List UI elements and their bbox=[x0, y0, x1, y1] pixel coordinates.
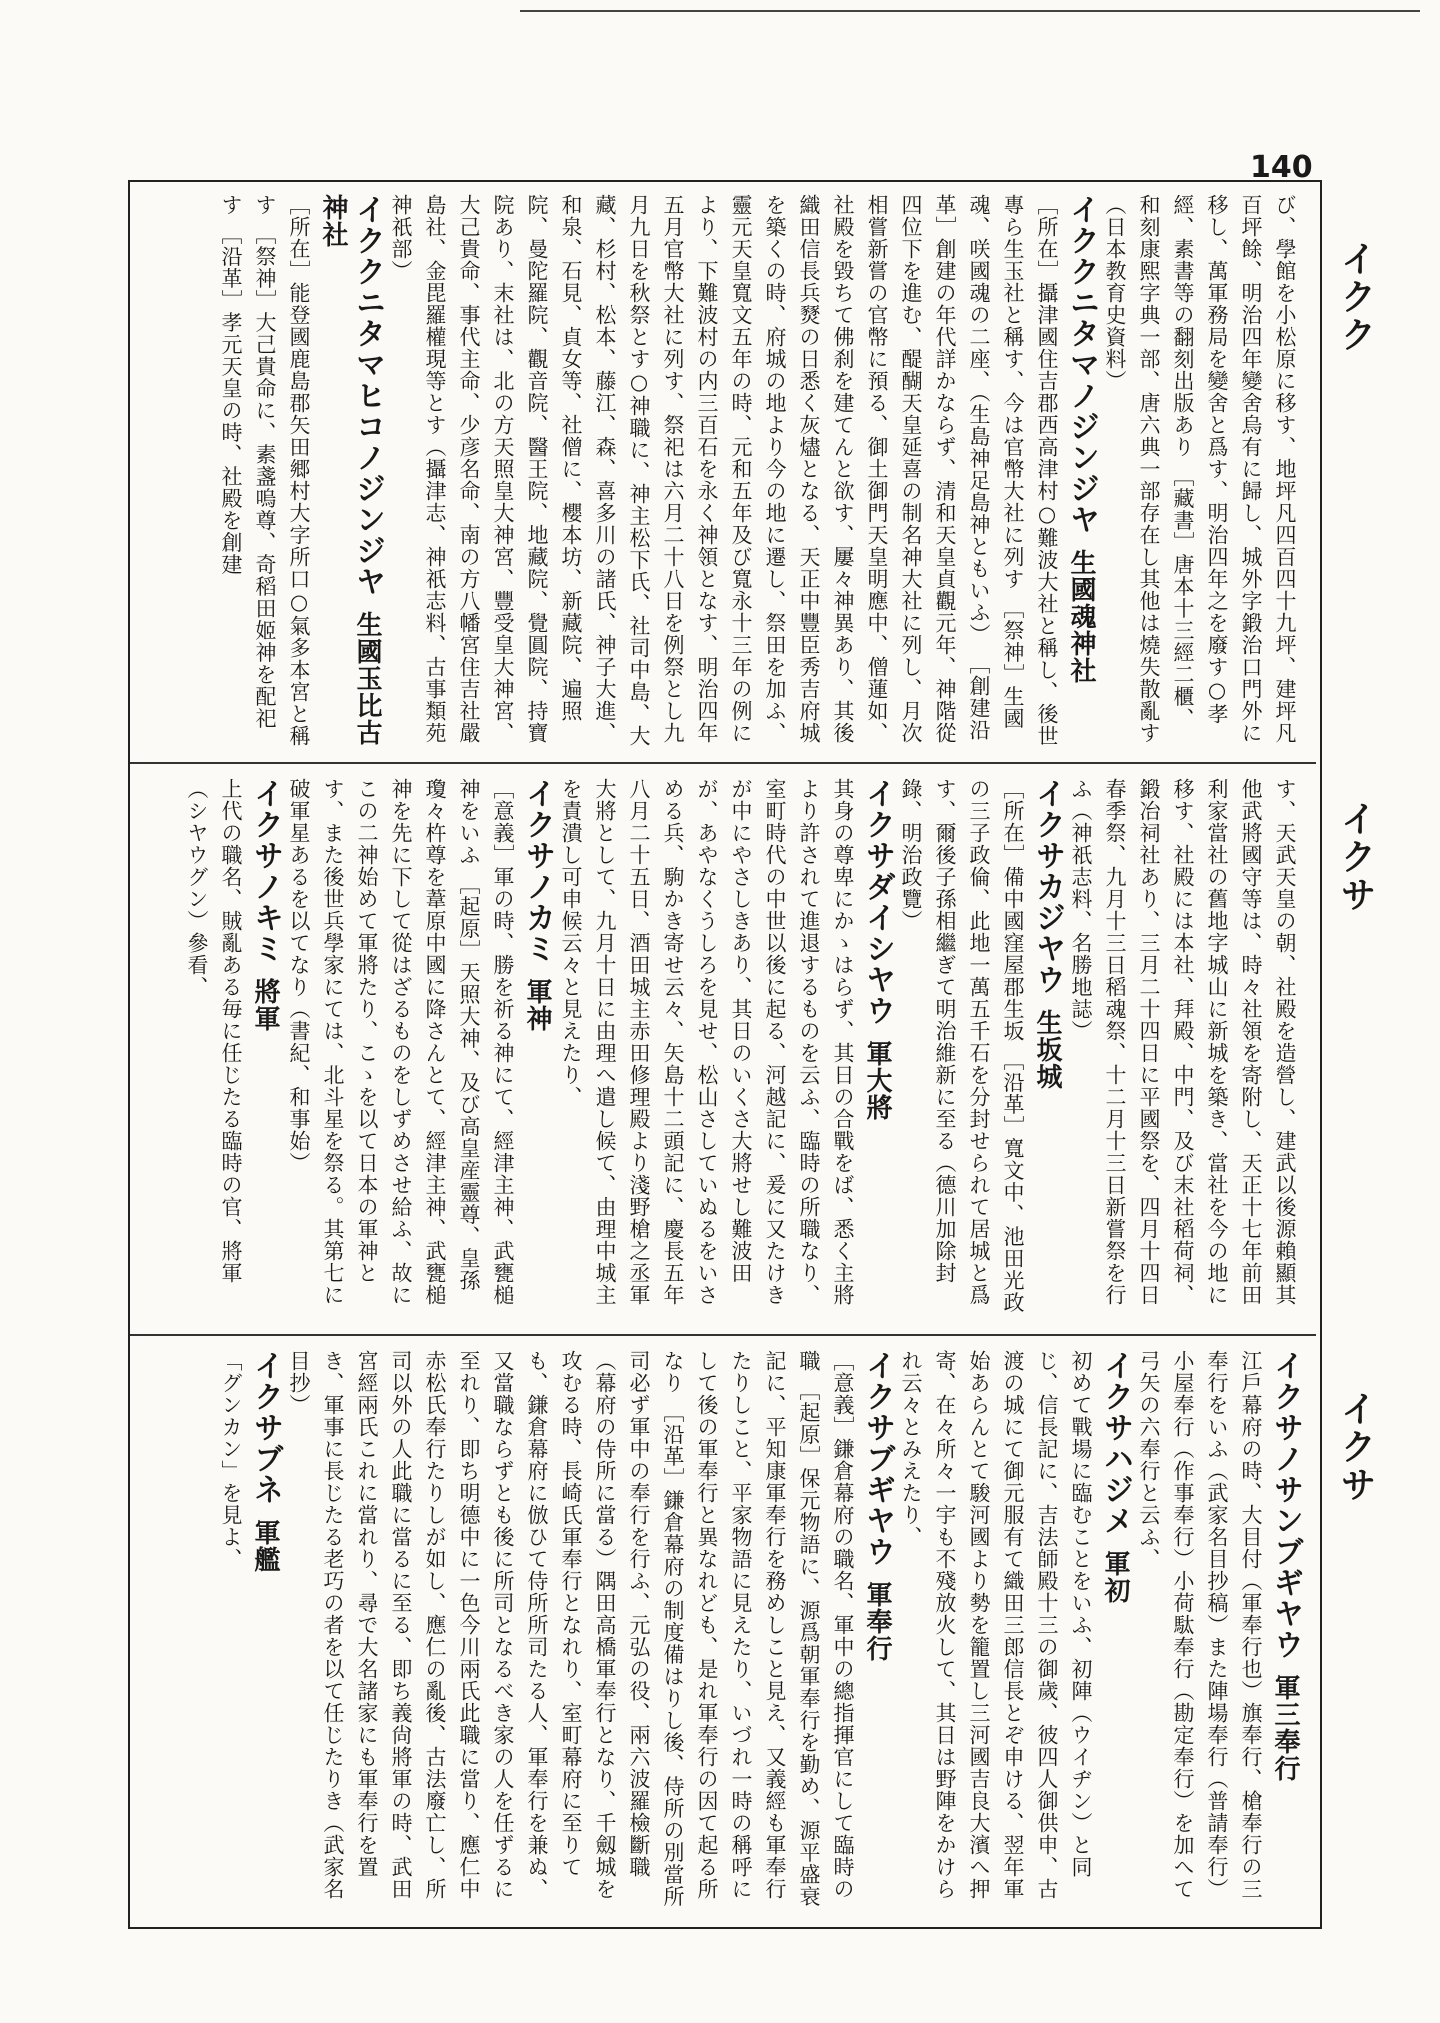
entry bbox=[1268, 1350, 1302, 1911]
entry bbox=[1064, 194, 1098, 750]
tier-1-column bbox=[130, 182, 1316, 762]
tier-1 bbox=[130, 182, 1316, 762]
entry bbox=[316, 194, 384, 750]
entry-kanji: 生國魂神社 bbox=[1066, 549, 1096, 684]
entry-heading: イクサノサンブギヤウ bbox=[1268, 1350, 1303, 1660]
entry-text: ［所在］備中國窪屋郡生坂 ［沿革］寬文中、池田光政の三子政倫、此地一萬五千石を分封せられて居城と爲す、爾後子孫相繼ぎて明治維新に至る（德川加除封錄、明治政覽） bbox=[899, 778, 1025, 1314]
entry-heading: イクサノカミ bbox=[520, 778, 555, 964]
entry bbox=[860, 778, 894, 1322]
tier-divider-1 bbox=[130, 762, 1316, 764]
entry-text: び、學館を小松原に移す、地坪凡四百四十九坪、建坪凡百坪餘、明治四年變舍烏有に歸し、城外字鍛治口門外に移し、萬軍務局を變舍と爲す、明治四年之を廢す○孝經、素書等の翻刻出版あり ［藏書］唐本十三經二櫃、和刻康熙字典一部、唐六典一部存在し其他は燒失散亂す（日本教育史資料） bbox=[1103, 194, 1297, 744]
entry-text: ［所在］能登國鹿島郡矢田郷村大字所口○氣多本宮と稱す ［祭神］大己貴命に、素盞嗚尊、奇稻田姬神を配祀す ［沿革］孝元天皇の時、社殿を創建 bbox=[219, 194, 311, 747]
entry-heading: イクサカジヤウ bbox=[1030, 778, 1065, 995]
entry bbox=[520, 778, 554, 1322]
entry-heading: イクサブギヤウ bbox=[860, 1350, 895, 1567]
tier-3-column bbox=[130, 1338, 1316, 1923]
entry-kanji: 生坂城 bbox=[1032, 1009, 1062, 1090]
tier-3 bbox=[130, 1338, 1316, 1923]
entry bbox=[860, 1350, 894, 1911]
tier-2-column bbox=[130, 766, 1316, 1334]
entry-heading: イククニタマヒコノジンジヤ bbox=[350, 194, 385, 597]
entry-text: 上代の職名、賊亂ある毎に任じたる臨時の官、將軍（シヤウグン）參看、 bbox=[185, 778, 243, 1284]
entry bbox=[1098, 1350, 1132, 1911]
entry-kanji: 將軍 bbox=[250, 978, 280, 1032]
entry-text: ［意義］軍の時、勝を祈る神にて、經津主神、武甕槌神をいふ ［起原］天照大神、及び高皇産靈尊、皇孫瓊々杵尊を葦原中國に降さんとて、經津主神、武甕槌神を先に下して從はざるものをしずめさせ給ふ、故にこの二神始めて軍將たり、こゝを以て日本の軍神とす、また後世兵學家にては、北斗星を祭る。其第七に破軍星あるを以てなり（書紀、和事始） bbox=[287, 778, 515, 1306]
entry bbox=[248, 778, 282, 1322]
entry-heading: イクサハジメ bbox=[1098, 1350, 1133, 1536]
top-rule bbox=[520, 10, 1420, 12]
entry-kanji: 軍艦 bbox=[250, 1519, 280, 1573]
entry-heading: イククニタマノジンジヤ bbox=[1064, 194, 1099, 535]
entry-text: す、天武天皇の朝、社殿を造營し、建武以後源賴顯其他武將國守等は、時々社領を寄附し、天正十七年前田利家當社の舊地字城山に新城を築き、當社を今の地に移す、社殿には本社、拜殿、中門、及び末社稻荷祠、鍛冶祠社あり、三月二十四日に平國祭を、四月十四日春季祭、九月十三日稻魂祭、十二月十三日新嘗祭を行ふ（神祇志料、名勝地誌） bbox=[1069, 778, 1297, 1306]
entry-text: 初めて戰場に臨むことをいふ、初陣（ウイヂン）と同じ、信長記に、吉法師殿十三の御歲、彼四人御供申、古渡の城にて御元服有て織田三郎信長とぞ申ける、翌年軍始あらんとて駿河國より勢を籠置し三河國吉良大濱へ押寄、在々所々一宇も不殘放火して、其日は野陣をかけられ云々とみえたり、 bbox=[899, 1350, 1093, 1900]
index-tab-ikuku: イクク bbox=[1335, 240, 1376, 354]
tier-2 bbox=[130, 766, 1316, 1334]
page-number: 140 bbox=[1250, 150, 1313, 185]
entry-text: ［意義］鎌倉幕府の職名、軍中の總指揮官にして臨時の職 ［起原］保元物語に、源爲朝軍奉行を勤め、源平盛衰記に、平知康軍奉行を務めしこと見え、又義經も軍奉行たりしこと、平家物語に見えたり、いづれ一時の稱呼にして後の軍奉行と異なれども、是れ軍奉行の因て起る所なり ［沿革］鎌倉幕府の制度備はりし後、侍所の別當所司必ず軍中の奉行を行ふ、元弘の役、兩六波羅檢斷職（幕府の侍所に當る）隅田高橋軍奉行となり、千劔城を攻むる時、長崎氏軍奉行となれり、室町幕府に至りても、鎌倉幕府に倣ひて侍所所司たる人、軍奉行を兼ぬ、又當職ならずとも後に所司となるべき家の人を任ずるに至れり、即ち明德中に一色今川兩氏此職に當り、應仁中赤松氏奉行たりしが如し、應仁の亂後、古法廢亡し、所司以外の人此職に當るに至る、即ち義尙將軍の時、武田宮經兩氏これに當れり、尋で大名諸家にも軍奉行を置き、軍事に長じたる老巧の者を以て任じたりき（武家名目抄） bbox=[287, 1350, 855, 1908]
entry-kanji: 軍初 bbox=[1100, 1550, 1130, 1604]
entry-kanji: 軍神 bbox=[522, 978, 552, 1032]
entry-text: 其身の尊卑にかゝはらず、其日の合戰をば、悉く主將より許されて進退するものを云ふ、臨時の所職なり、室町時代の中世以後に起る、河越記に、爰に又たけきが中にやさしきあり、其日のいくさ大將せし難波田が、あやなくうしろを見せ、松山さしていぬるをいさめる兵、駒かき寄せ云々、矢島十二頭記に、慶長五年八月二十五日、酒田城主赤田修理殿より淺野槍之丞軍大將として、九月十日に由理へ遣し候て、由理中城主を責潰し可申候云々と見えたり、 bbox=[559, 778, 855, 1306]
entry-kanji: 軍三奉行 bbox=[1270, 1674, 1300, 1782]
index-tab-ikusa-2: イクサ bbox=[1335, 1390, 1376, 1504]
index-tab-ikusa-1: イクサ bbox=[1335, 800, 1376, 914]
entry-kanji: 軍奉行 bbox=[862, 1581, 892, 1662]
entry bbox=[1030, 778, 1064, 1322]
entry-heading: イクサダイシヤウ bbox=[860, 778, 895, 1026]
entry-kanji: 生國玉比古神社 bbox=[318, 194, 382, 746]
entry-text: 江戶幕府の時、大目付（軍奉行也）旗奉行、槍奉行の三奉行をいふ（武家名目抄稿）また陣場奉行（普請奉行）小屋奉行（作事奉行）小荷駄奉行（勘定奉行）を加へて弓矢の六奉行と云ふ、 bbox=[1137, 1350, 1263, 1900]
entry-heading: イクサノキミ bbox=[248, 778, 283, 964]
tier-divider-2 bbox=[130, 1334, 1316, 1336]
entry bbox=[248, 1350, 282, 1911]
entry-text: ［所在］攝津國住吉郡西高津村○難波大社と稱し、後世專ら生玉社と稱す、今は官幣大社に列す ［祭神］生國魂、咲國魂の二座、（生島神足島神ともいふ） ［創建沿革］創建の年代詳かならず、清和天皇貞觀元年、神階從四位下を進む、醍醐天皇延喜の制名神大社に列し、月次相嘗新嘗の官幣に預る、御土御門天皇明應中、僧蓮如、社殿を毀ちて佛刹を建てんと欲す、屢々神異あり、其後織田信長兵燹の日悉く灰燼となる、天正中豐臣秀吉府城を築くの時、府城の地より今の地に遷し、祭田を加ふ、靈元天皇寬文五年の時、元和五年及び寬永十三年の例により、下難波村の内三百石を永く神領となす、明治四年五月官幣大社に列す、祭祀は六月二十八日を例祭とし九月九日を秋祭とす○神職に、神主松下氏、社司中島、大藏、杉村、松本、藤江、森、喜多川の諸氏、神子大進、和泉、石見、貞女等、社僧に、櫻本坊、新藏院、遍照院、曼陀羅院、觀音院、醫王院、地藏院、覺圓院、持寶院あり、末社は、北の方天照皇大神宮、豐受皇大神宮、大己貴命、事代主命、少彦名命、南の方八幡宮住吉社嚴島社、金毘羅權現等とす（攝津志、神祇志料、古事類苑神祇部） bbox=[389, 194, 1059, 747]
entry-heading: イクサブネ bbox=[248, 1350, 283, 1505]
entry-text: 「グンカン」を見よ、 bbox=[219, 1350, 243, 1570]
entry-kanji: 軍大將 bbox=[862, 1040, 892, 1121]
